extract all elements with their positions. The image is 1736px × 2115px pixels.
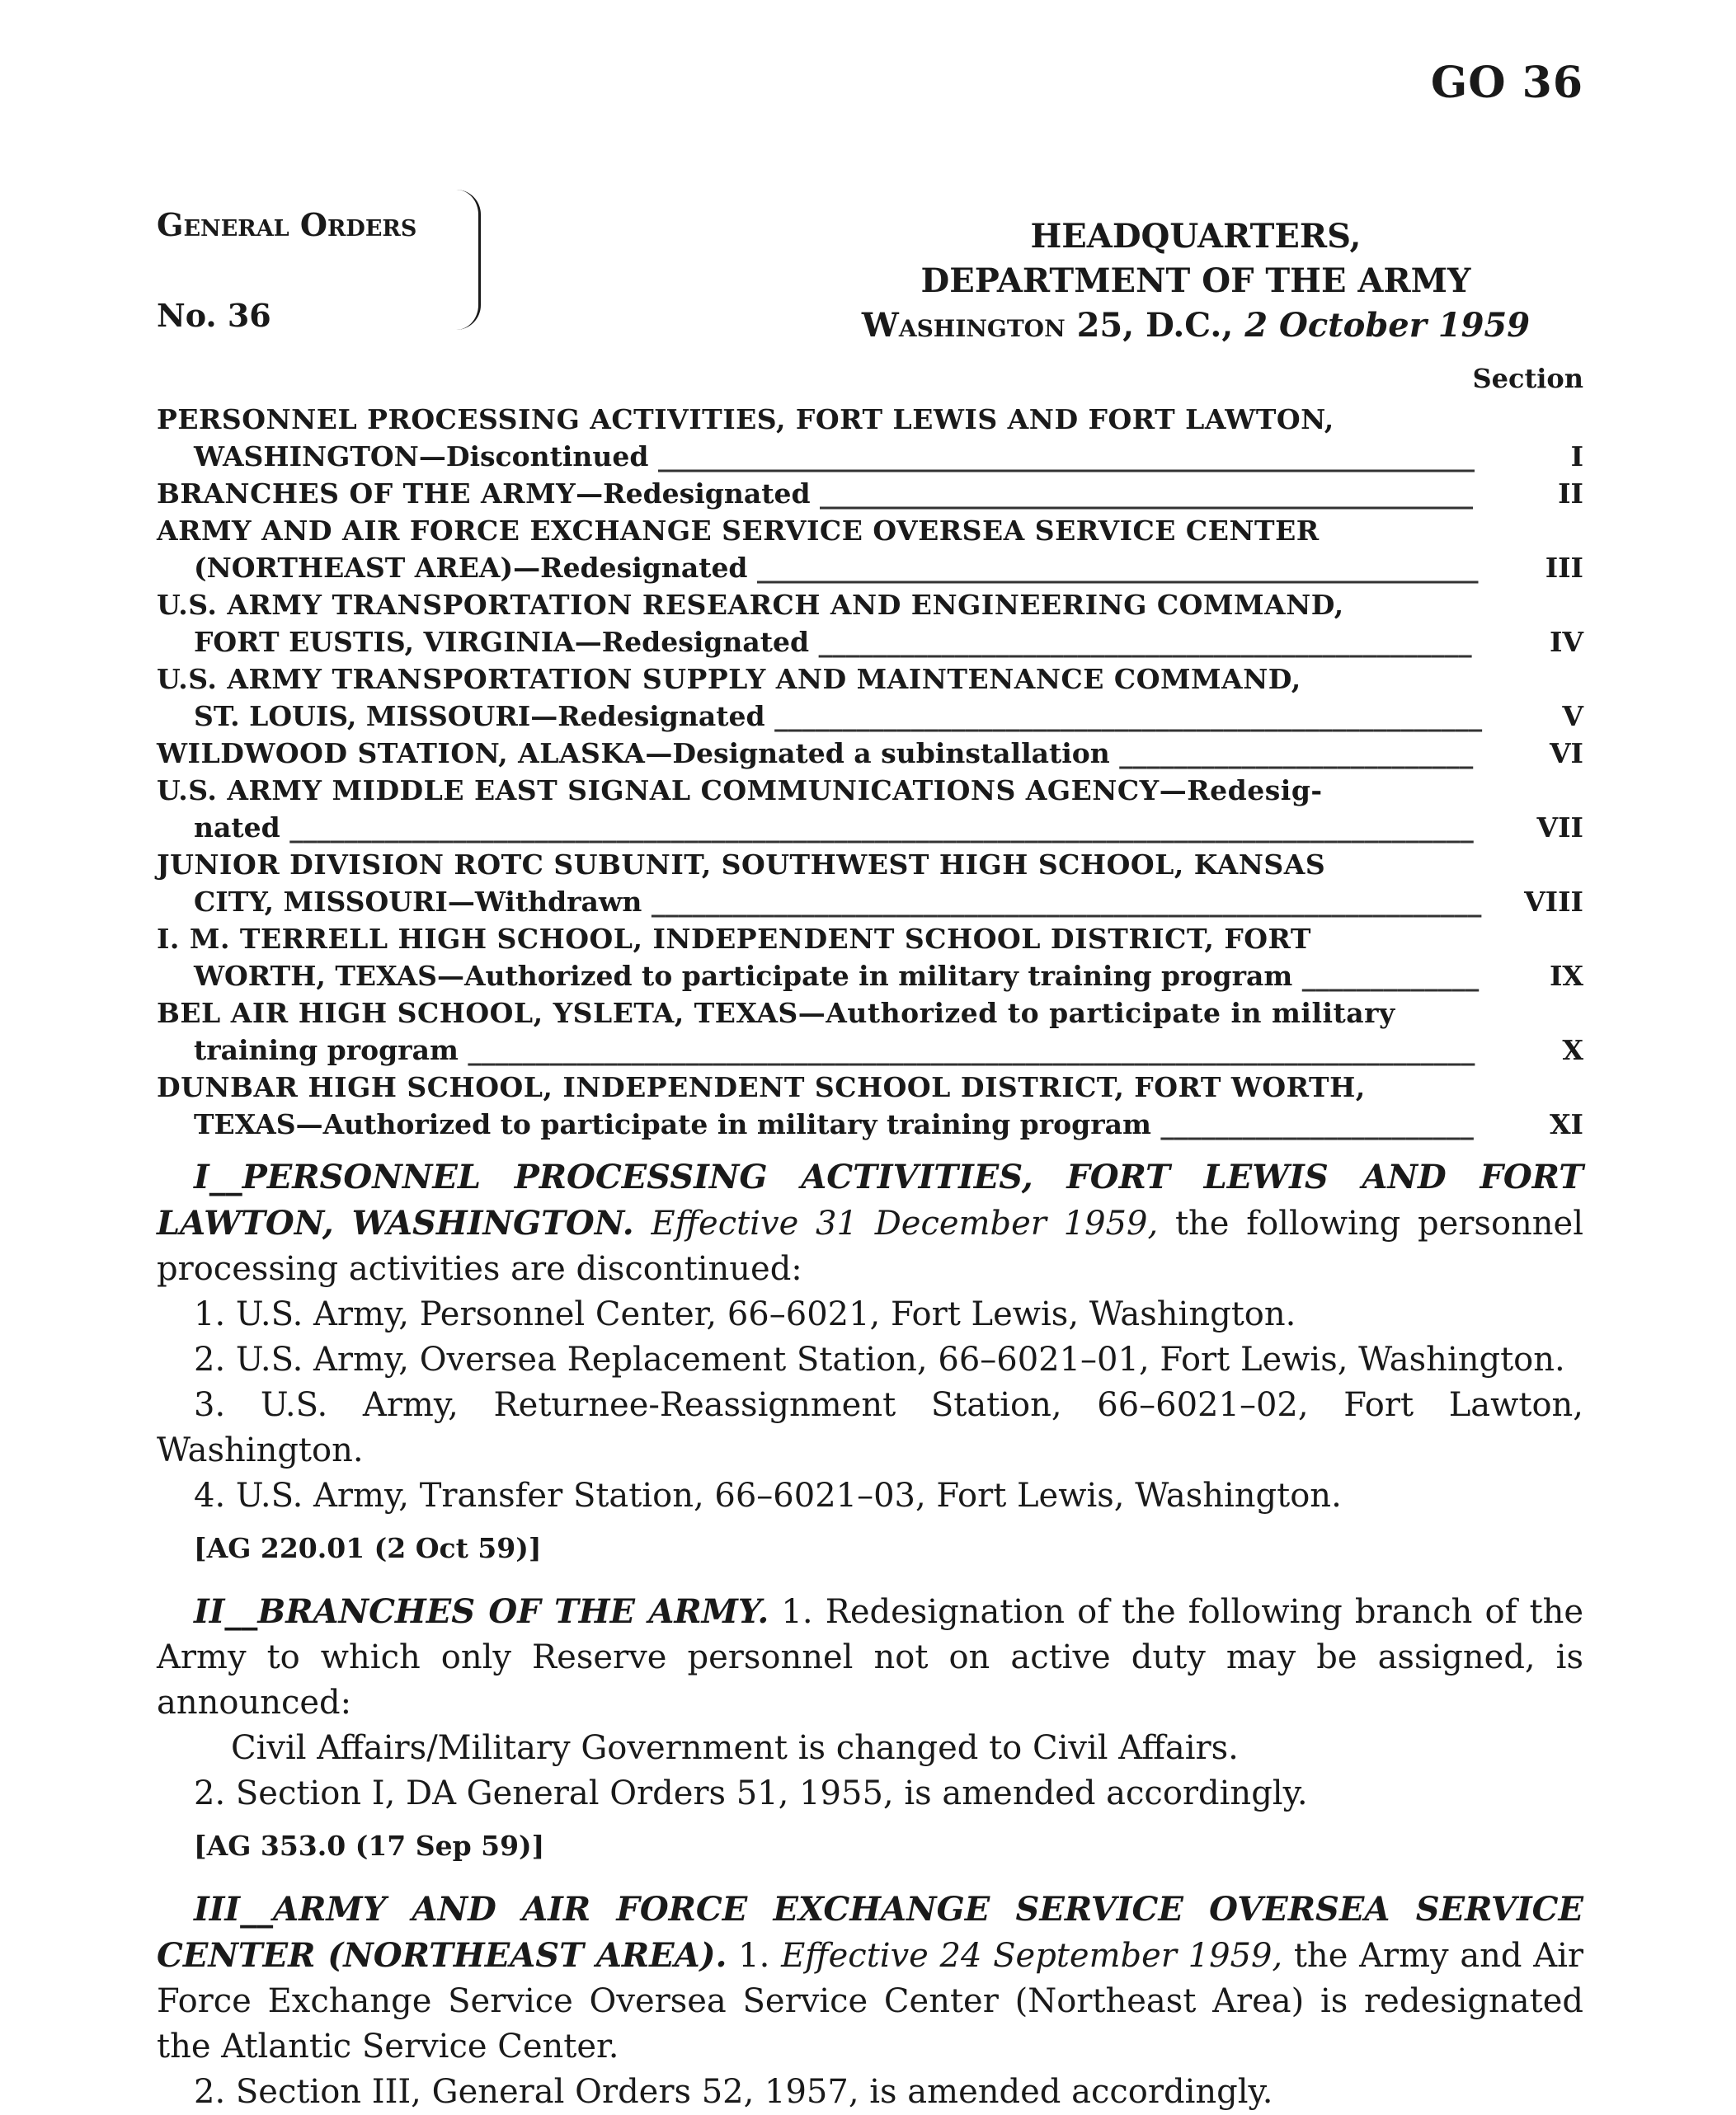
toc-section-heading: Section	[1472, 363, 1583, 394]
section-3-paragraph	[157, 1887, 1583, 2070]
toc-entry-continuation	[157, 809, 1484, 846]
toc-entry-line-1: WILDWOOD STATION, ALASKA	[157, 737, 646, 769]
hq-line-1: HEADQUARTERS,	[1030, 217, 1362, 256]
toc-entry-line-1: ARMY AND AIR FORCE EXCHANGE SERVICE OVERSEA SERVICE CENTER	[157, 515, 1320, 547]
section-1-reference: [AG 220.01 (2 Oct 59)]	[194, 1532, 542, 1564]
toc-leader-dots: ____________________________________________________	[764, 700, 1483, 732]
toc-entry-status: —Authorized to participate in military training program	[295, 1108, 1151, 1140]
order-number: No. 36	[157, 297, 271, 334]
section-3-item-2: 2. Section III, General Orders 52, 1957, is amended accordingly.	[194, 2073, 1273, 2111]
toc-entry-title	[157, 1069, 1484, 1143]
toc-entry-status: —Redesignated	[530, 700, 765, 732]
toc-entry-title	[157, 994, 1484, 1069]
section-1-item-3: 3. U.S. Army, Returnee-Reassignment Station, 66–6021–02, Fort Lawton, Washington.	[157, 1386, 1583, 1469]
hq-line-2: DEPARTMENT OF THE ARMY	[920, 261, 1471, 300]
toc-entry-section-number: IV	[1549, 626, 1583, 658]
section-1-intro: the following personnel processing activities are discontinued:	[157, 1205, 1584, 1288]
section-3-intro: the Army and Air Force Exchange Service Oversea Service Center (Northeast Area) is redesignated the Atlantic Service Center.	[157, 1937, 1584, 2066]
section-2-change: Civil Affairs/Military Government is changed to Civil Affairs.	[231, 1729, 1239, 1767]
toc-entry-line-2: WASHINGTON	[194, 440, 419, 472]
toc-entry-title	[157, 586, 1484, 660]
section-2-reference: [AG 353.0 (17 Sep 59)]	[194, 1830, 545, 1862]
toc-entry-section-number: VII	[1536, 811, 1583, 844]
hq-location: Washington 25, D.C.,	[861, 306, 1234, 345]
toc-leader-dots: ____________________________________________________________	[648, 440, 1475, 472]
toc-entry-line-1: BEL AIR HIGH SCHOOL, YSLETA, TEXAS—Authorized to participate in military	[157, 997, 1395, 1029]
toc-entry-title	[157, 846, 1484, 920]
toc-entry-section-number: IX	[1549, 960, 1583, 992]
masthead	[157, 157, 1583, 355]
toc-entry-section-number: II	[1558, 477, 1583, 510]
toc-leader-dots: _______________________	[1150, 1108, 1474, 1140]
toc-entry-section-number: VIII	[1524, 886, 1583, 918]
toc-entry	[157, 994, 1583, 1069]
order-identifier	[157, 157, 503, 346]
section-3-effective: Effective 24 September 1959,	[781, 1937, 1283, 1975]
toc-entry-line-1: I. M. TERRELL HIGH SCHOOL, INDEPENDENT SCHOOL DISTRICT, FORT	[157, 923, 1311, 955]
toc-entry-title	[157, 772, 1484, 846]
toc-entry-section-number: VI	[1549, 737, 1583, 769]
section-1-item-1: 1. U.S. Army, Personnel Center, 66–6021, Fort Lewis, Washington.	[194, 1295, 1296, 1333]
toc-entry-continuation	[157, 549, 1484, 586]
section-2-intro: 1. Redesignation of the following branch of the Army to which only Reserve personnel not on active duty may be assigned, is announced:	[157, 1593, 1584, 1722]
hq-line-3	[841, 303, 1550, 348]
toc-entry-line-1: U.S. ARMY MIDDLE EAST SIGNAL COMMUNICATIONS AGENCY—Redesig-	[157, 774, 1323, 806]
toc-list	[157, 401, 1583, 1143]
toc-entry-line-1: U.S. ARMY TRANSPORTATION SUPPLY AND MAINTENANCE COMMAND,	[157, 663, 1301, 695]
toc-entry-line-2: TEXAS	[194, 1108, 296, 1140]
toc-entry-line-2: nated	[194, 811, 280, 844]
toc-entry-status: —Redesignated	[574, 626, 810, 658]
toc-entry-continuation	[157, 698, 1484, 735]
section-2-heading: II__BRANCHES OF THE ARMY.	[194, 1592, 769, 1631]
section-1-item-4: 4. U.S. Army, Transfer Station, 66–6021–03, Fort Lewis, Washington.	[194, 1477, 1342, 1515]
toc-entry-continuation	[157, 1032, 1484, 1069]
section-2-paragraph	[157, 1589, 1583, 1726]
toc-entry	[157, 512, 1583, 586]
toc-entry-continuation	[157, 438, 1484, 475]
toc-entry-continuation	[157, 1106, 1484, 1143]
toc-entry-title	[157, 920, 1484, 994]
section-1-item-2: 2. U.S. Army, Oversea Replacement Station, 66–6021–01, Fort Lewis, Washington.	[194, 1341, 1565, 1379]
toc-entry	[157, 846, 1583, 920]
toc-leader-dots: _____________	[1292, 960, 1480, 992]
toc-entry-continuation	[157, 623, 1484, 660]
toc-entry-title	[157, 512, 1484, 586]
go-number: GO 36	[1430, 58, 1583, 108]
toc-entry	[157, 401, 1583, 475]
section-1-heading: I__PERSONNEL PROCESSING ACTIVITIES, FORT LEWIS AND FORT LAWTON, WASHINGTON.	[157, 1158, 1583, 1243]
toc-entry	[157, 772, 1583, 846]
toc-entry-continuation	[645, 737, 1473, 769]
toc-entry	[157, 735, 1583, 772]
toc-entry-title	[157, 475, 1484, 512]
toc-entry-status: —Withdrawn	[447, 886, 642, 918]
toc-entry-line-1: U.S. ARMY TRANSPORTATION RESEARCH AND ENGINEERING COMMAND,	[157, 589, 1344, 621]
toc-leader-dots: _______________________________________________________________________________________	[280, 811, 1474, 844]
toc-leader-dots: __________________________________________________________________________	[458, 1034, 1475, 1066]
section-1-paragraph	[157, 1154, 1583, 1292]
toc-leader-dots: _____________________________________________________	[747, 552, 1479, 584]
headquarters-block	[841, 214, 1550, 348]
toc-entry-continuation	[576, 477, 1473, 510]
brace-icon	[454, 190, 481, 330]
toc-entry-continuation	[157, 957, 1484, 994]
toc-entry	[157, 475, 1583, 512]
toc-entry-status: —Redesignated	[513, 552, 748, 584]
toc-leader-dots: ________________________________________________	[809, 626, 1472, 658]
toc-entry-status: —Designated a subinstallation	[645, 737, 1110, 769]
toc-entry-section-number: III	[1545, 552, 1583, 584]
toc-leader-dots: _____________________________________________________________	[642, 886, 1482, 918]
toc-entry-section-number: X	[1562, 1034, 1583, 1066]
section-1-effective: Effective 31 December 1959,	[651, 1205, 1159, 1243]
toc-entry-line-2: FORT EUSTIS, VIRGINIA	[194, 626, 575, 658]
toc-entry-title	[157, 401, 1484, 475]
toc-entry-line-2: CITY, MISSOURI	[194, 886, 448, 918]
toc-entry-line-2: (NORTHEAST AREA)	[194, 552, 514, 584]
toc-entry-status: —Discontinued	[418, 440, 649, 472]
toc-entry-line-1: BRANCHES OF THE ARMY	[157, 477, 576, 510]
section-2-item-2: 2. Section I, DA General Orders 51, 1955, is amended accordingly.	[194, 1774, 1308, 1812]
toc-entry-line-1: JUNIOR DIVISION ROTC SUBUNIT, SOUTHWEST HIGH SCHOOL, KANSAS	[157, 848, 1326, 881]
toc-entry-line-1: DUNBAR HIGH SCHOOL, INDEPENDENT SCHOOL DISTRICT, FORT WORTH,	[157, 1071, 1366, 1103]
document-body	[157, 1154, 1583, 2115]
section-3-heading: III__ARMY AND AIR FORCE EXCHANGE SERVICE OVERSEA SERVICE CENTER (NORTHEAST AREA).	[157, 1890, 1583, 1975]
toc-entry-line-2: training program	[194, 1034, 459, 1066]
toc-entry-title	[157, 735, 1484, 772]
toc-entry-status: —Redesignated	[576, 477, 811, 510]
general-orders-label: General Orders	[157, 206, 417, 243]
toc-entry-line-2: ST. LOUIS, MISSOURI	[194, 700, 531, 732]
toc-entry-section-number: I	[1570, 440, 1583, 472]
toc-entry-line-1: PERSONNEL PROCESSING ACTIVITIES, FORT LEWIS AND FORT LAWTON,	[157, 403, 1334, 435]
toc-leader-dots: ________________________________________________	[810, 477, 1474, 510]
toc-entry-section-number: V	[1562, 700, 1583, 732]
toc-entry	[157, 1069, 1583, 1143]
section-3-lead: 1.	[738, 1937, 770, 1975]
order-date: 2 October 1959	[1244, 306, 1531, 345]
toc-entry-section-number: XI	[1549, 1108, 1583, 1140]
table-of-contents	[157, 363, 1583, 1143]
toc-entry-title	[157, 660, 1484, 735]
toc-entry-continuation	[157, 883, 1484, 920]
toc-entry-status: —Authorized to participate in military training program	[436, 960, 1293, 992]
toc-entry-line-2: WORTH, TEXAS	[194, 960, 437, 992]
toc-entry	[157, 920, 1583, 994]
toc-entry	[157, 586, 1583, 660]
toc-entry	[157, 660, 1583, 735]
toc-leader-dots: __________________________	[1109, 737, 1474, 769]
